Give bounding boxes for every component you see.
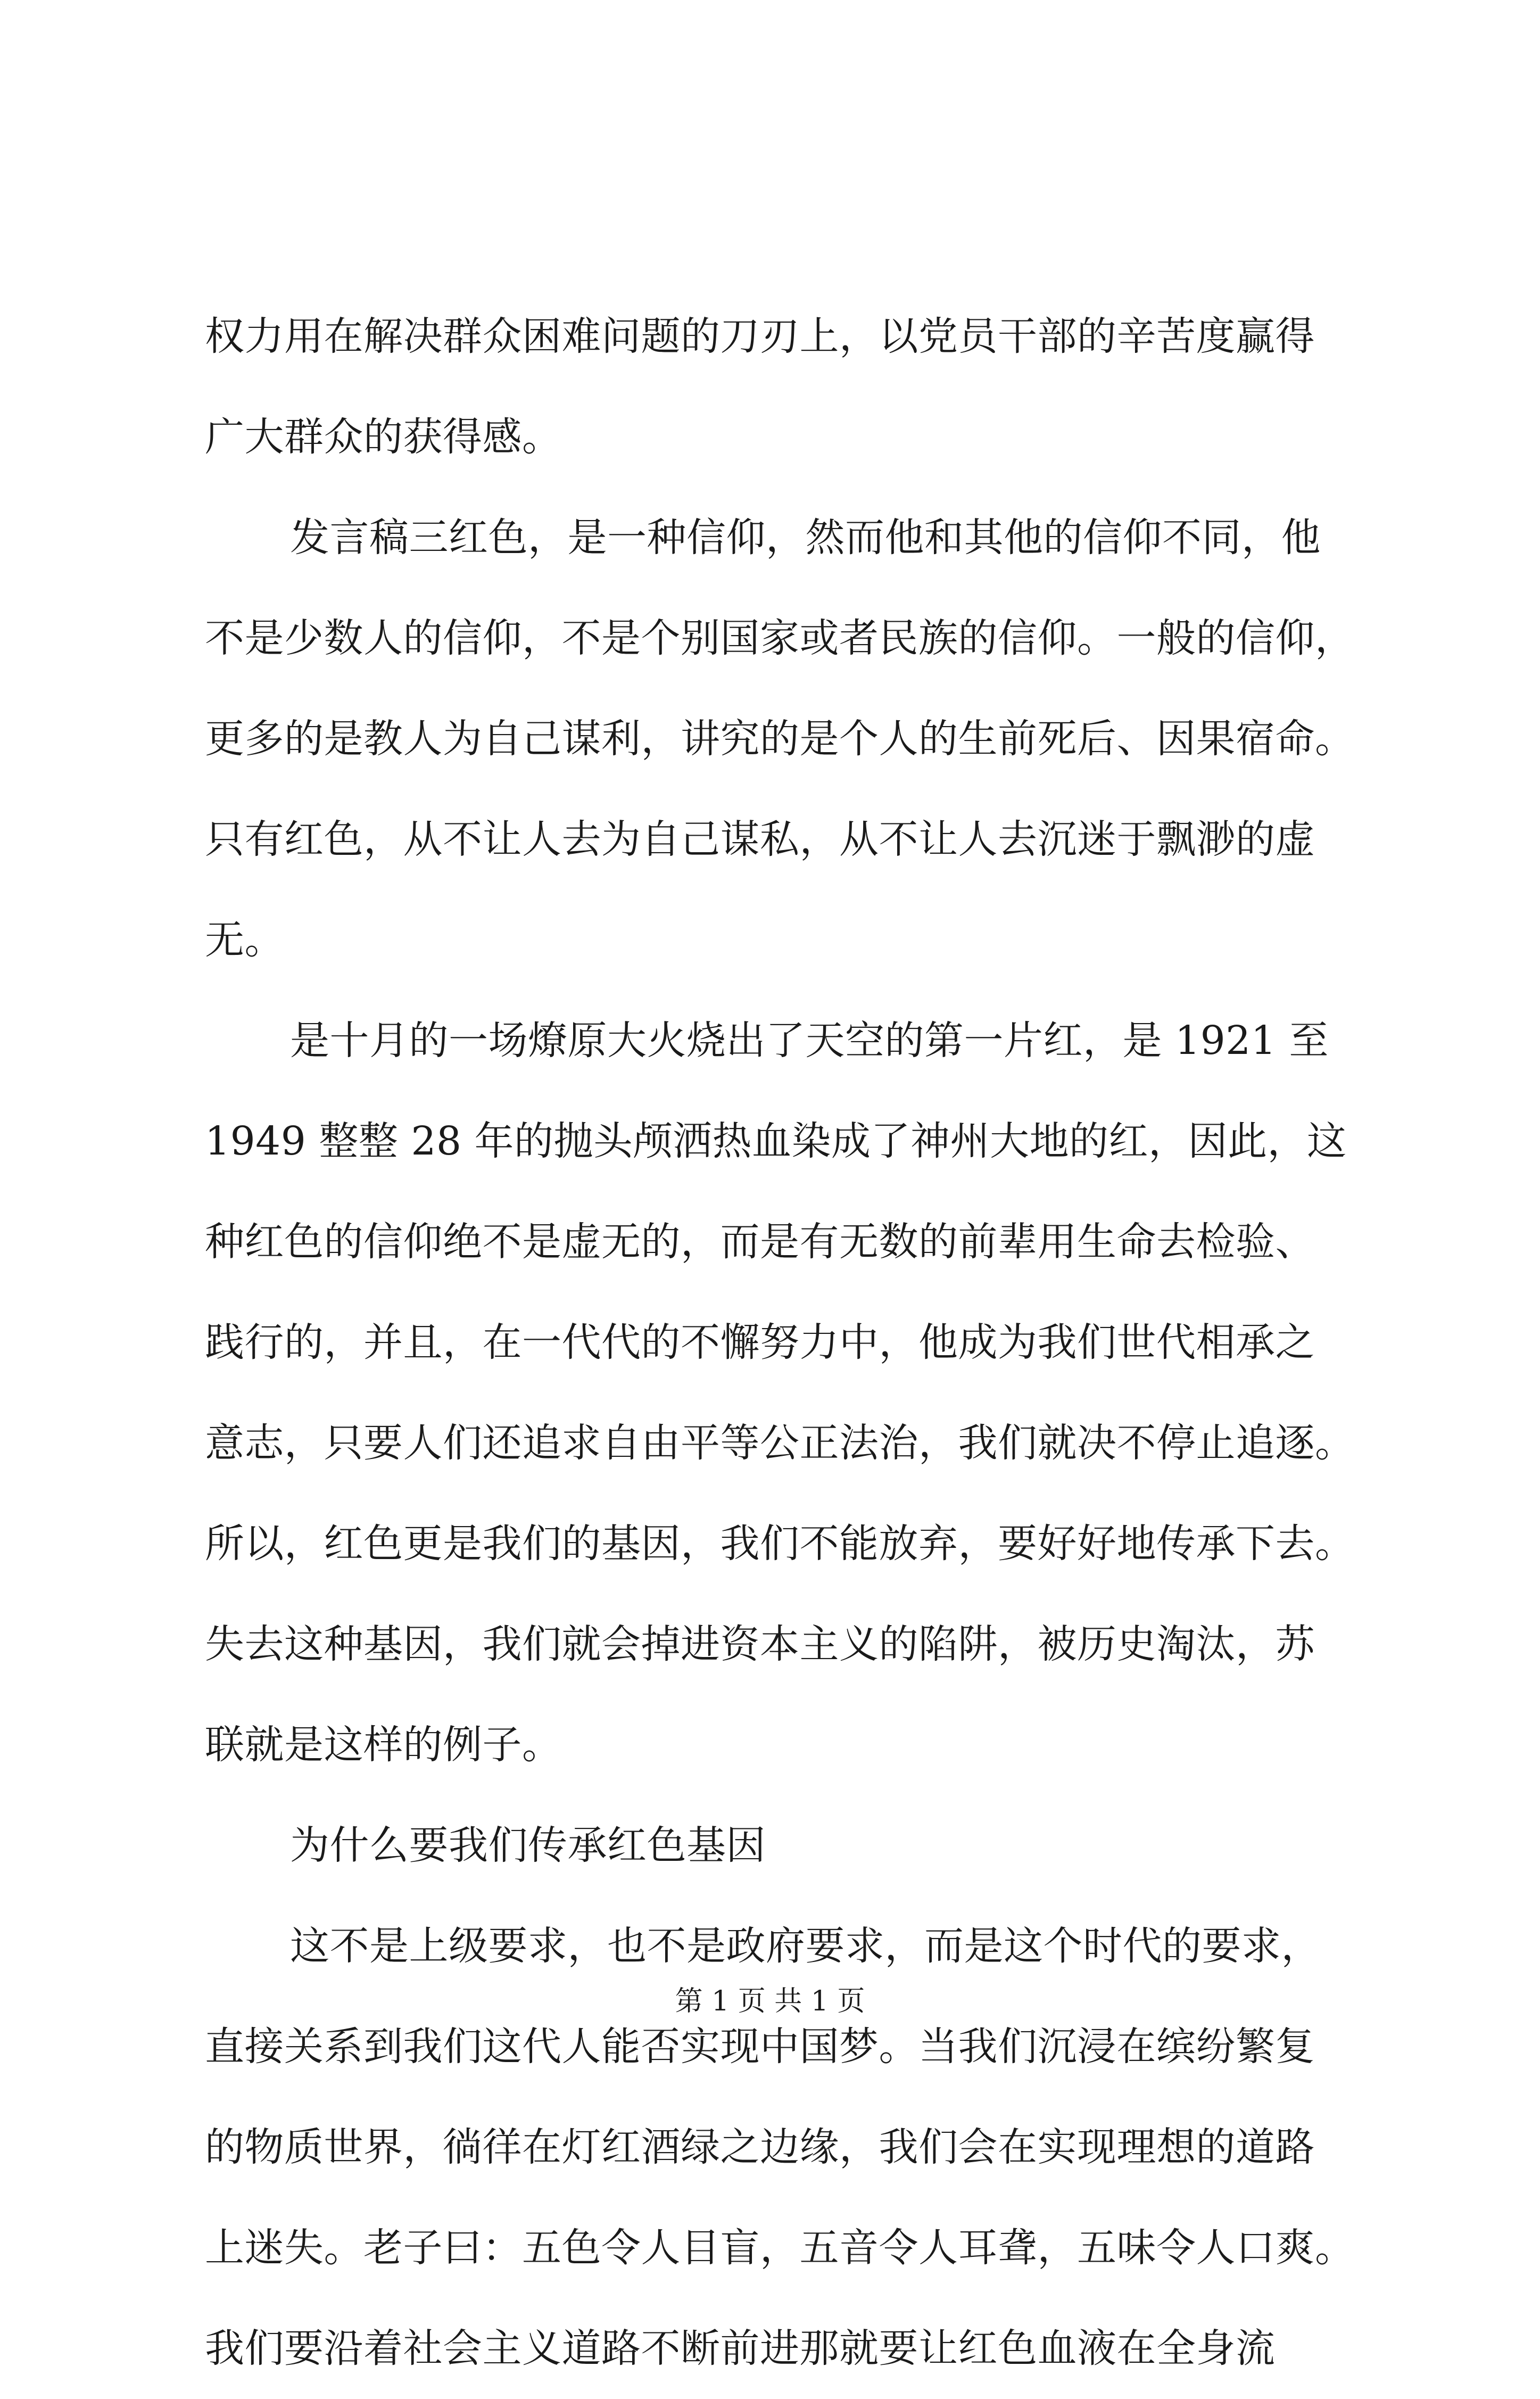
text-line: 是十月的一场燎原大火烧出了天空的第一片红，是 1921 至 (290, 1018, 1329, 1064)
text-line: 为什么要我们传承红色基因 (290, 1823, 766, 1868)
text-line: 联就是这样的例子。 (205, 1722, 562, 1768)
text-line: 所以，红色更是我们的基因，我们不能放弃，要好好地传承下去。 (205, 1521, 1355, 1567)
text-line: 上迷失。老子曰：五色令人目盲，五音令人耳聋，五味令人口爽。 (205, 2225, 1355, 2271)
text-line: 权力用在解决群众困难问题的刀刃上，以党员干部的辛苦度赢得 (205, 314, 1315, 359)
text-line: 1949 整整 28 年的抛头颅洒热血染成了神州大地的红，因此，这 (205, 1118, 1347, 1164)
text-line: 这不是上级要求，也不是政府要求，而是这个时代的要求， (290, 1923, 1321, 1969)
text-line: 直接关系到我们这代人能否实现中国梦。当我们沉浸在缤纷繁复 (205, 2024, 1315, 2070)
page-footer: 第 1 页 共 1 页 (675, 1985, 865, 2017)
text-line: 不是少数人的信仰，不是个别国家或者民族的信仰。一般的信仰， (205, 615, 1355, 661)
text-line: 无。 (205, 917, 284, 963)
text-line: 更多的是教人为自己谋利，讲究的是个人的生前死后、因果宿命。 (205, 716, 1355, 762)
text-line: 失去这种基因，我们就会掉进资本主义的陷阱，被历史淘汰，苏 (205, 1621, 1315, 1667)
text-line: 种红色的信仰绝不是虚无的，而是有无数的前辈用生命去检验、 (205, 1219, 1315, 1265)
text-line: 的物质世界，徜徉在灯红酒绿之边缘，我们会在实现理想的道路 (205, 2124, 1315, 2170)
text-line: 广大群众的获得感。 (205, 414, 562, 460)
text-line: 我们要沿着社会主义道路不断前进那就要让红色血液在全身流 (205, 2326, 1276, 2371)
text-line: 践行的，并且，在一代代的不懈努力中，他成为我们世代相承之 (205, 1320, 1315, 1365)
text-line: 意志，只要人们还追求自由平等公正法治，我们就决不停止追逐。 (205, 1420, 1355, 1466)
text-line: 发言稿三红色，是一种信仰，然而他和其他的信仰不同，他 (290, 515, 1321, 560)
body-text (205, 286, 1354, 2399)
text-line: 只有红色，从不让人去为自己谋私，从不让人去沉迷于飘渺的虚 (205, 817, 1315, 862)
